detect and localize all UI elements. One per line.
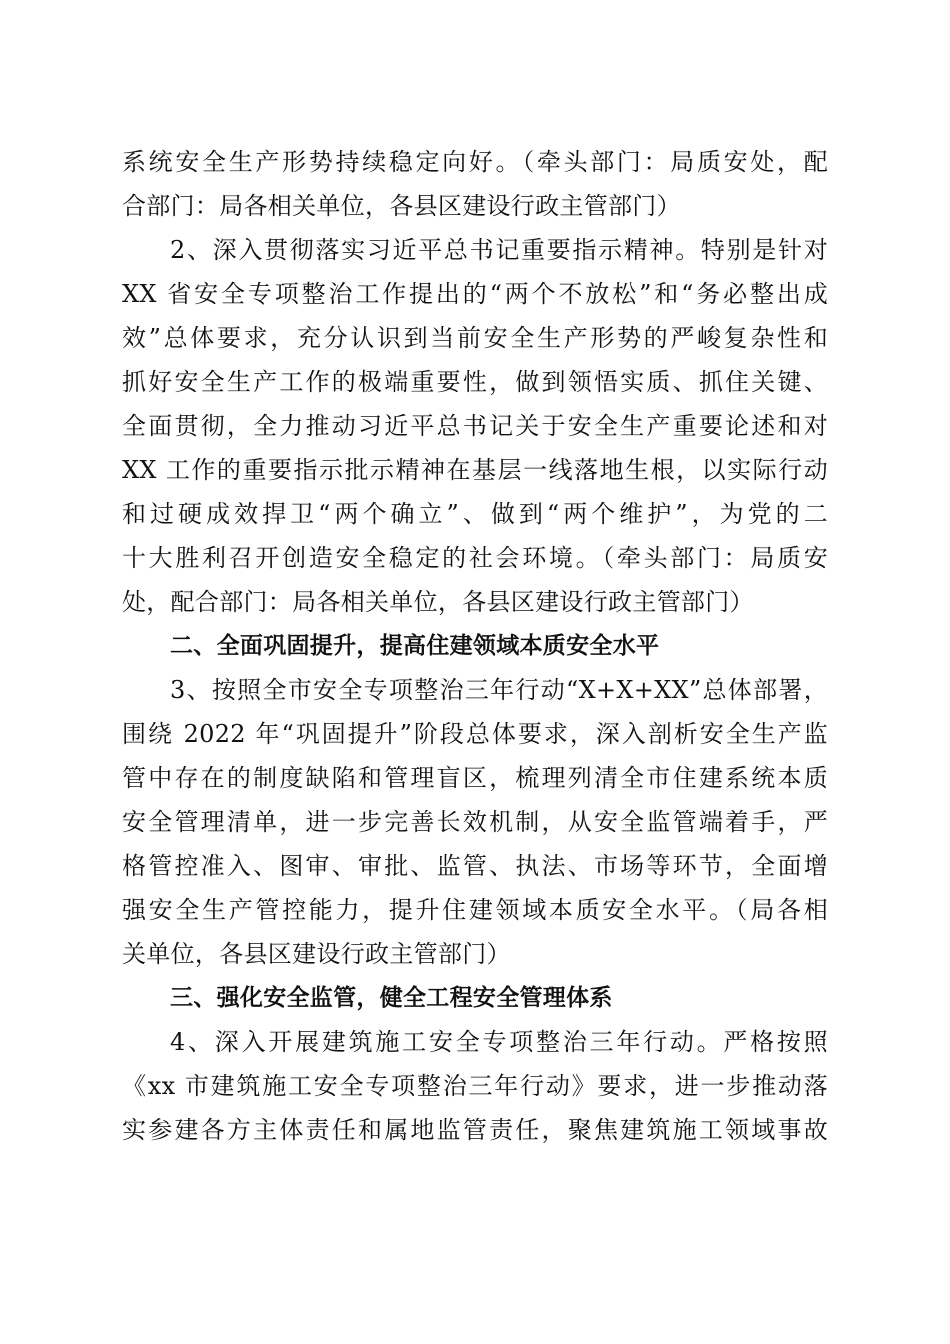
body-line: 管中存在的制度缺陷和管理盲区，梳理列清全市住建系统本质 [122,764,828,792]
paragraph-first-line: 3、按照全市安全专项整治三年行动“X+X+XX”总体部署， [170,676,828,704]
body-line: 实参建各方主体责任和属地监管责任，聚焦建筑施工领域事故 [122,1116,828,1144]
body-line: 围绕 2022 年“巩固提升”阶段总体要求，深入剖析安全生产监 [122,720,828,748]
section-heading: 三、强化安全监管，健全工程安全管理体系 [170,985,613,1011]
body-line: 合部门：局各相关单位，各县区建设行政主管部门） [122,192,681,220]
body-line: 抓好安全生产工作的极端重要性，做到领悟实质、抓住关键、 [122,368,828,396]
body-line: XX 省安全专项整治工作提出的“两个不放松”和“务必整出成 [122,280,828,308]
body-line: 效”总体要求，充分认识到当前安全生产形势的严峻复杂性和 [122,324,828,352]
body-line: 处，配合部门：局各相关单位，各县区建设行政主管部门） [122,588,754,616]
body-line: 安全管理清单，进一步完善长效机制，从安全监管端着手，严 [122,808,828,836]
section-heading: 二、全面巩固提升，提高住建领域本质安全水平 [170,633,660,659]
body-line: 《xx 市建筑施工安全专项整治三年行动》要求，进一步推动落 [122,1072,828,1100]
body-line: XX 工作的重要指示批示精神在基层一线落地生根，以实际行动 [122,456,828,484]
body-line: 十大胜利召开创造安全稳定的社会环境。（牵头部门：局质安 [122,544,828,572]
paragraph-first-line: 2、深入贯彻落实习近平总书记重要指示精神。特别是针对 [170,236,828,264]
body-line: 关单位，各县区建设行政主管部门） [122,940,511,968]
body-line: 强安全生产管控能力，提升住建领域本质安全水平。（局各相 [122,896,828,924]
body-line: 格管控准入、图审、审批、监管、执法、市场等环节，全面增 [122,852,828,880]
paragraph-first-line: 4、深入开展建筑施工安全专项整治三年行动。严格按照 [170,1028,828,1056]
body-line: 系统安全生产形势持续稳定向好。（牵头部门：局质安处，配 [122,148,828,176]
body-line: 全面贯彻，全力推动习近平总书记关于安全生产重要论述和对 [122,412,828,440]
body-line: 和过硬成效捍卫“两个确立”、做到“两个维护”，为党的二 [122,500,828,528]
